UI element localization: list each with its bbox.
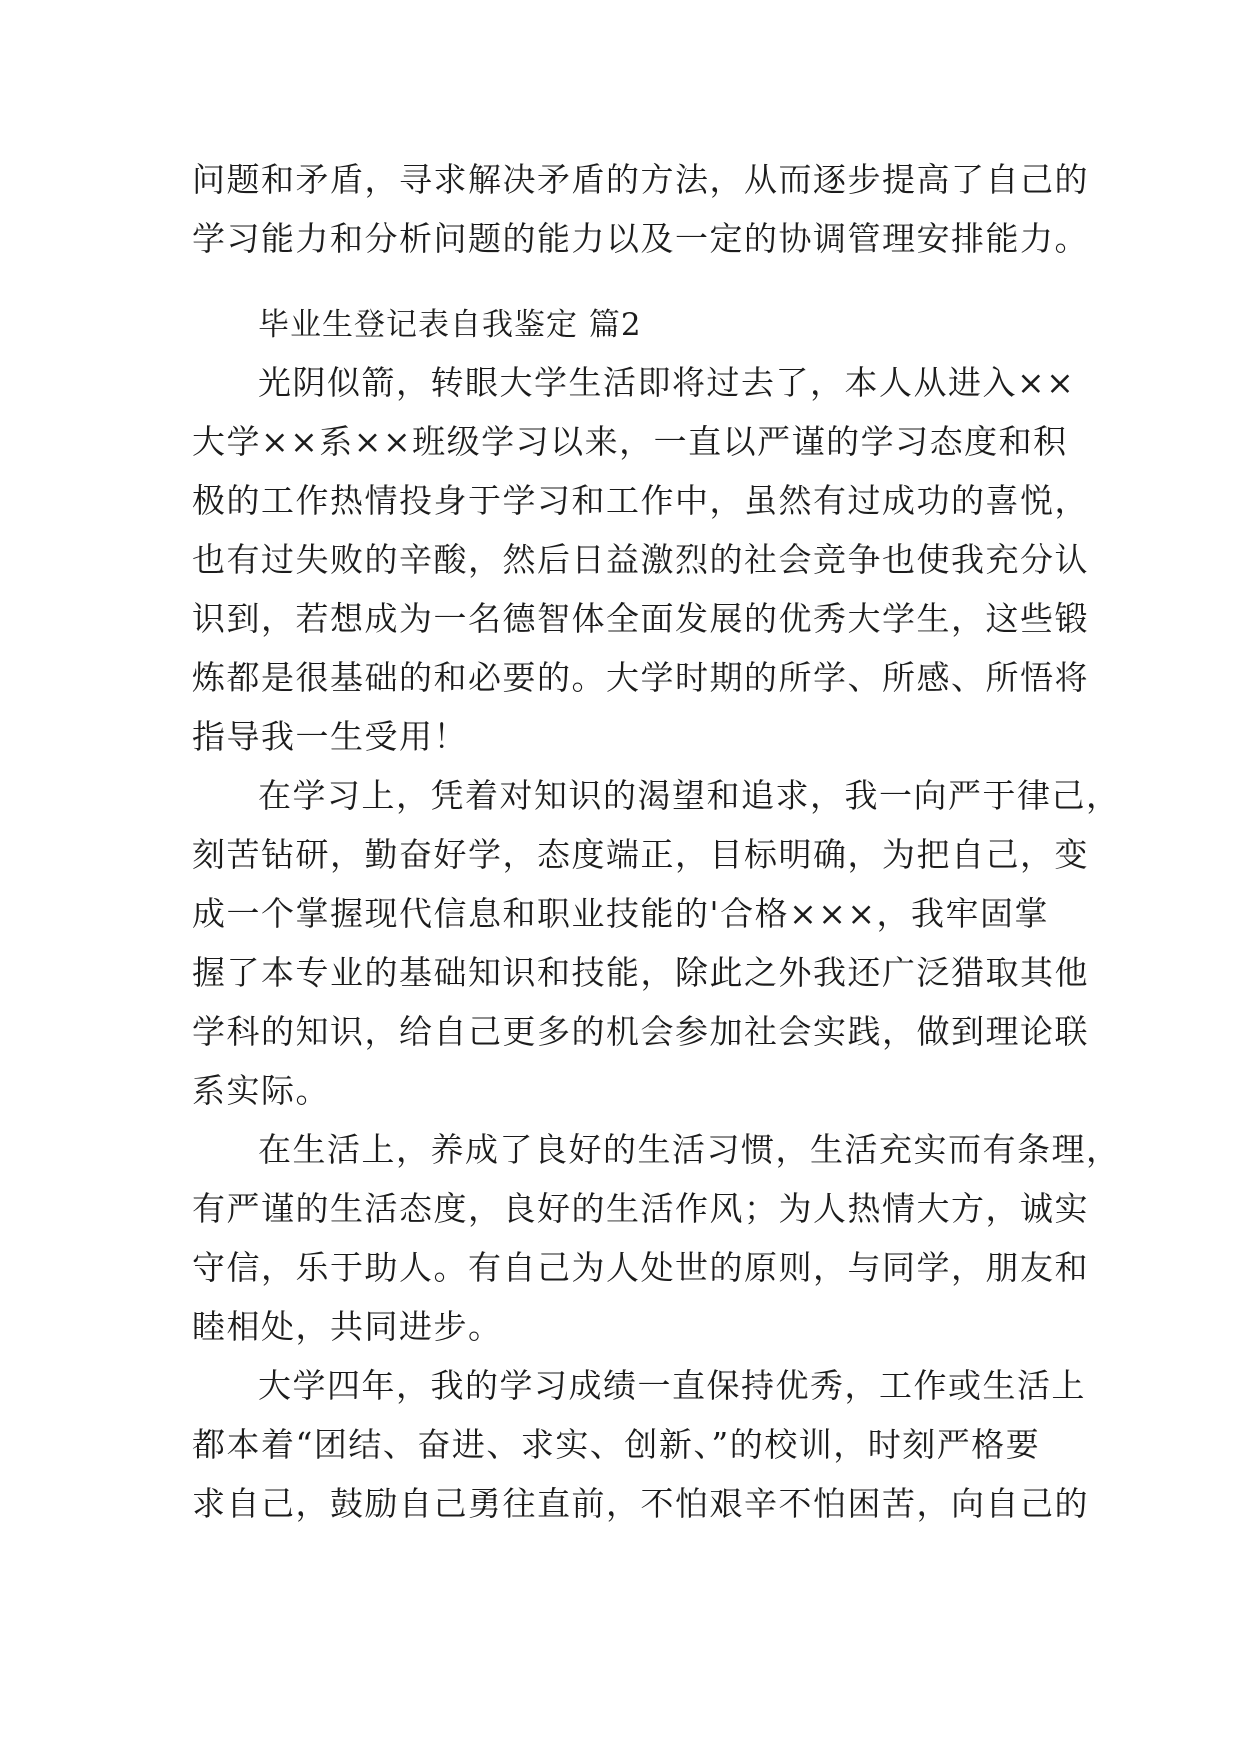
text-line: 刻苦钻研，勤奋好学，态度端正，目标明确，为把自己，变 <box>192 835 1089 874</box>
text-line: 握了本专业的基础知识和技能，除此之外我还广泛猎取其他 <box>192 953 1089 992</box>
text-line: 在学习上，凭着对知识的渴望和追求，我一向严于律己， <box>258 776 1121 815</box>
text-line: 也有过失败的辛酸，然后日益激烈的社会竞争也使我充分认 <box>192 540 1089 579</box>
text-line: 成一个掌握现代信息和职业技能的'合格×××，我牢固掌 <box>192 894 1050 933</box>
text-line: 指导我一生受用！ <box>192 717 468 756</box>
text-line: 大学四年，我的学习成绩一直保持优秀，工作或生活上 <box>258 1366 1086 1405</box>
paragraph-1 <box>192 353 1089 766</box>
text-line: 光阴似箭，转眼大学生活即将过去了，本人从进入×× <box>258 363 1076 402</box>
text-line: 大学××系××班级学习以来，一直以严谨的学习态度和积 <box>192 422 1068 461</box>
text-line: 睦相处，共同进步。 <box>192 1307 503 1346</box>
text-line: 学习能力和分析问题的能力以及一定的协调管理安排能力。 <box>192 219 1089 258</box>
section-heading-block <box>192 296 1072 355</box>
text-line: 都本着“团结、奋进、求实、创新、”的校训，时刻严格要 <box>192 1425 1041 1464</box>
paragraph-2 <box>192 766 1121 1120</box>
text-line: 识到，若想成为一名德智体全面发展的优秀大学生，这些锻 <box>192 599 1089 638</box>
intro-paragraph <box>192 150 1089 268</box>
text-line: 系实际。 <box>192 1071 330 1110</box>
paragraph-4 <box>192 1356 1089 1533</box>
text-line: 学科的知识，给自己更多的机会参加社会实践，做到理论联 <box>192 1012 1089 1051</box>
text-line: 炼都是很基础的和必要的。大学时期的所学、所感、所悟将 <box>192 658 1089 697</box>
text-line: 极的工作热情投身于学习和工作中，虽然有过成功的喜悦， <box>192 481 1089 520</box>
text-line: 在生活上，养成了良好的生活习惯，生活充实而有条理， <box>258 1130 1121 1169</box>
text-line: 求自己，鼓励自己勇往直前，不怕艰辛不怕困苦，向自己的 <box>192 1484 1089 1523</box>
paragraph-3 <box>192 1120 1121 1356</box>
section-heading: 毕业生登记表自我鉴定 篇2 <box>258 307 642 343</box>
text-line: 问题和矛盾，寻求解决矛盾的方法，从而逐步提高了自己的 <box>192 160 1089 199</box>
text-line: 守信，乐于助人。有自己为人处世的原则，与同学，朋友和 <box>192 1248 1089 1287</box>
text-line: 有严谨的生活态度，良好的生活作风；为人热情大方，诚实 <box>192 1189 1089 1228</box>
